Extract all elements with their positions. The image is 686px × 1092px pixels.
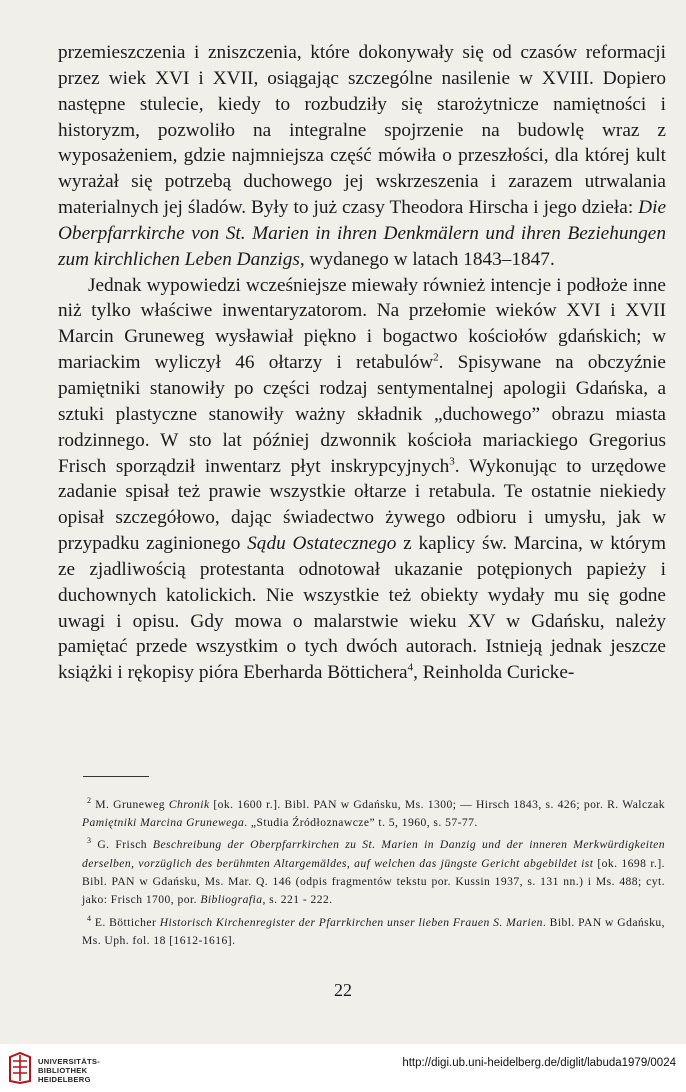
footnote-ref-3: 3 xyxy=(449,455,455,468)
paragraph-1-text-end: , wydanego w latach 1843–1847. xyxy=(299,248,555,270)
footnote-4-title: Historisch Kirchenregister der Pfarrkirchen unser lieben Frauen S. Marien xyxy=(159,915,543,929)
paragraph-2-text-e: , Reinholda Curicke- xyxy=(413,662,575,684)
footnote-divider xyxy=(83,776,149,777)
paragraph-2 xyxy=(58,273,666,687)
body-text xyxy=(58,40,666,686)
footnote-3-text-b: [ok. 1698 r.]. Bibl. PAN w Gdańsku, Ms. Mar. Q. 146 (odpis fragmentów tekstu por. Kussin 1937, s. 131 nn.) i Ms. 488; cyt. jako: Frisch 1700, por. xyxy=(82,856,665,907)
footnote-2-text-b: [ok. 1600 r.]. Bibl. PAN w Gdańsku, Ms. 1300; — Hirsch 1843, s. 426; por. R. Walczak xyxy=(209,797,665,811)
footnote-4 xyxy=(82,910,665,950)
footnote-3-text-c: , s. 221 - 222. xyxy=(262,893,333,907)
footer-bar xyxy=(0,1044,686,1092)
page-number: 22 xyxy=(334,980,352,1000)
footnote-4-text: E. Bötticher xyxy=(91,915,160,929)
footnote-2-text: M. Gruneweg xyxy=(91,797,169,811)
library-logo[interactable] xyxy=(8,1049,138,1089)
logo-line-1: UNIVERSITÄTS- xyxy=(38,1057,101,1066)
footnote-4-text-b: . Bibl. PAN w Gdańsku, Ms. Uph. fol. 18 [1612-1616]. xyxy=(82,915,665,947)
paragraph-1-book-title: Die Oberpfarrkirche von St. Marien in ihren Denkmälern und ihren Beziehungen zum kirchlichen Leben Danzigs xyxy=(58,197,666,270)
logo-line-2: BIBLIOTHEK xyxy=(38,1065,88,1075)
paragraph-1 xyxy=(58,40,666,273)
paragraph-2-painting-title: Sądu Ostatecznego xyxy=(247,533,397,555)
source-url[interactable]: http://digi.ub.uni-heidelberg.de/diglit/labuda1979/0024 xyxy=(402,1057,676,1069)
footnote-2-text-c: . „Studia Źródłoznawcze” t. 5, 1960, s. 57-77. xyxy=(244,816,478,830)
footnote-2-title: Chronik xyxy=(168,797,210,811)
footnote-2 xyxy=(82,792,665,832)
paragraph-2-text-d: z kaplicy św. Marcina, w którym ze zjadliwością protestanta odnotował ukazanie potępionych papieży i duchownych katolickich. Nie wszystkie też obiekty wydały mu się godne uwagi i opisu. Gdy mowa o malarstwie wieku XV w Gdańsku, należy pamiętać przede wszystkim o tych dwóch autorach. Istnieją jednak jeszcze książki i rękopisy pióra Eberharda Böttichera xyxy=(58,533,666,684)
footnotes xyxy=(82,792,665,950)
paragraph-2-text: Jednak wypowiedzi wcześniejsze miewały również intencje i podłoże inne niż tylko właściwe inwentaryzatorom. Na przełomie wieków XVI i XVII Marcin Gruneweg wysławiał piękno i bogactwo kościołów gdańskich; w mariackim wyliczył 46 ołtarzy i retabulów xyxy=(58,274,666,374)
logo-line-3: HEIDELBERG xyxy=(38,1074,91,1084)
footnote-ref-4: 4 xyxy=(407,661,414,674)
footnote-3-text: G. Frisch xyxy=(91,838,153,852)
paragraph-2-text-b: . Spisywane na obczyźnie pamiętniki stanowiły po części rodzaj sentymentalnej apologii Gdańska, a sztuki plastyczne stanowiły ważny składnik „duchowego” obrazu miasta rodzinnego. W sto lat później dzwonnik kościoła mariackiego Gregorius Frisch sporządził inwentarz płyt inskrypcyjnych xyxy=(58,352,666,477)
footnote-ref-2: 2 xyxy=(433,351,439,364)
paragraph-1-text: przemieszczenia i zniszczenia, które dokonywały się od czasów reformacji przez wiek XVI i XVII, osiągając szczególne nasilenie w XVIII. Dopiero następne stulecie, kiedy to rozbudziły się starożytnicze namiętności i historyzm, pozwoliło na integralne spojrzenie na budowlę wraz z wyposażeniem, gdzie najmniejsza część mówiła o przeszłości, dla której kult wyrażał się potrzebą duchowego jej wskrzeszenia i zarazem utrwalania materialnych jej śladów. Były to już czasy Theodora Hirscha i jego dzieła: xyxy=(58,42,666,219)
library-crest-icon xyxy=(8,1051,32,1085)
footnote-3-title-b: Bibliografia xyxy=(200,893,263,907)
footnote-3 xyxy=(82,832,665,909)
footnote-2-number: 2 xyxy=(87,796,92,805)
paragraph-2-text-c: . Wykonując to urzędowe zadanie spisał też prawie wszystkie ołtarze i retabula. Te ostatnie niekiedy opisał szczegółowo, dając świadectwo żywego odbioru i umysłu, jak w przypadku zaginionego xyxy=(58,455,667,555)
footnote-4-number: 4 xyxy=(87,913,92,923)
footnote-3-number: 3 xyxy=(87,836,92,846)
footnote-2-title-b: Pamiętniki Marcina Grunewega xyxy=(82,816,245,830)
library-logo-text xyxy=(38,1058,100,1084)
footnote-3-title: Beschreibung der Oberpfarrkirchen zu St. Marien in Danzig und der inneren Merkwürdigkeiten derselben, vorzüglich des berühmten Altargemäldes, auf welchen das jüngste Gericht abgebildet ist xyxy=(82,838,665,870)
